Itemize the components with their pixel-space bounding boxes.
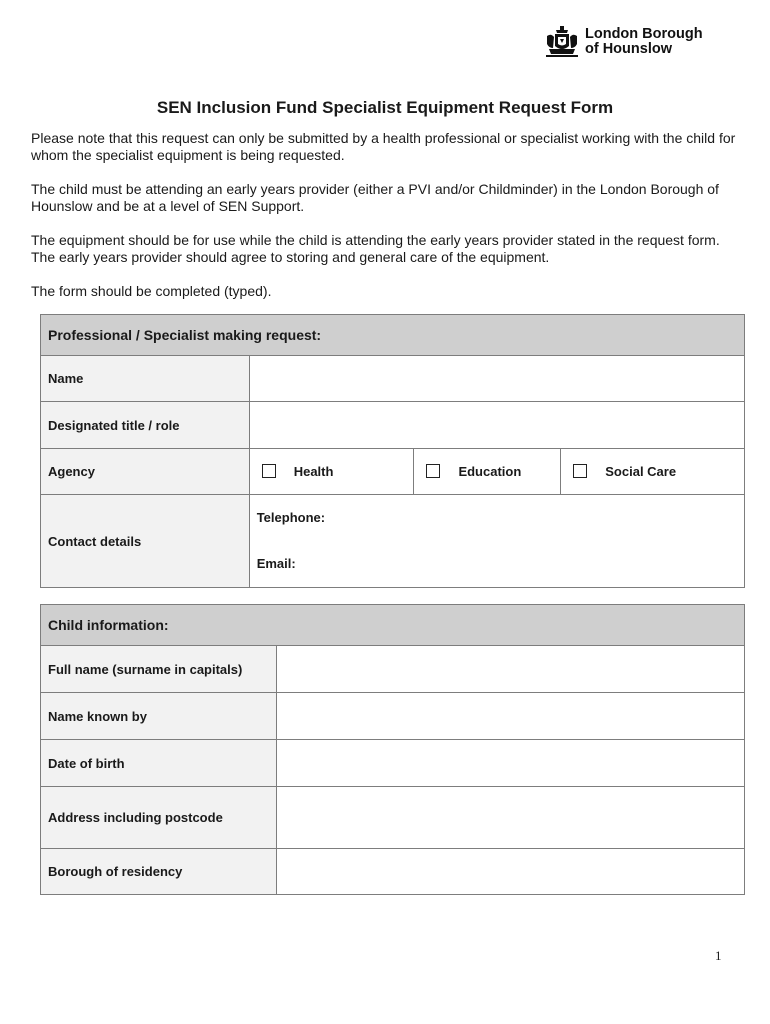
- intro-paragraph-1: Please note that this request can only be submitted by a health professional or specialist working with the child for whom the specialist equipment is being requested.: [31, 130, 736, 163]
- borough-input[interactable]: [276, 849, 744, 895]
- form-title: SEN Inclusion Fund Specialist Equipment Request Form: [156, 98, 614, 117]
- page-number: 1: [715, 948, 722, 963]
- health-label: Health: [293, 464, 334, 479]
- role-input[interactable]: [249, 402, 744, 449]
- known-by-input[interactable]: [276, 693, 744, 740]
- social-care-label: Social Care: [605, 464, 677, 479]
- council-name-line2: of Hounslow: [585, 41, 672, 57]
- health-checkbox[interactable]: [262, 464, 276, 478]
- name-label: Name: [41, 356, 250, 402]
- contact-label: Contact details: [41, 495, 250, 588]
- council-logo: [543, 24, 723, 60]
- professional-header: Professional / Specialist making request:: [41, 315, 745, 356]
- child-table: [40, 604, 745, 895]
- child-header: Child information:: [41, 605, 745, 646]
- agency-option-social-care[interactable]: [561, 449, 745, 495]
- agency-label: Agency: [41, 449, 250, 495]
- dob-label: Date of birth: [41, 740, 277, 787]
- address-input[interactable]: [276, 787, 744, 849]
- name-input[interactable]: [249, 356, 744, 402]
- full-name-label: Full name (surname in capitals): [41, 646, 277, 693]
- education-label: Education: [458, 464, 522, 479]
- contact-details-cell[interactable]: [249, 495, 744, 588]
- full-name-input[interactable]: [276, 646, 744, 693]
- known-by-label: Name known by: [41, 693, 277, 740]
- dob-input[interactable]: [276, 740, 744, 787]
- intro-paragraph-3: The equipment should be for use while the child is attending the early years provider stated in the request form. The early years provider should agree to storing and general care of the equipment.: [31, 232, 720, 265]
- borough-label: Borough of residency: [41, 849, 277, 895]
- telephone-label: Telephone:: [256, 510, 326, 525]
- intro-paragraph-2: The child must be attending an early years provider (either a PVI and/or Childminder) in the London Borough of Hounslow and be at a level of SEN Support.: [31, 181, 719, 214]
- address-label: Address including postcode: [41, 787, 277, 849]
- agency-option-education[interactable]: [414, 449, 561, 495]
- role-label: Designated title / role: [41, 402, 250, 449]
- intro-paragraph-4: The form should be completed (typed).: [31, 283, 272, 299]
- email-label: Email:: [256, 556, 296, 571]
- council-name-line1: London Borough: [585, 26, 703, 42]
- education-checkbox[interactable]: [426, 464, 440, 478]
- agency-option-health[interactable]: [249, 449, 414, 495]
- council-name: [585, 27, 703, 57]
- social-care-checkbox[interactable]: [573, 464, 587, 478]
- professional-table: [40, 314, 745, 588]
- coat-of-arms-icon: [543, 24, 581, 60]
